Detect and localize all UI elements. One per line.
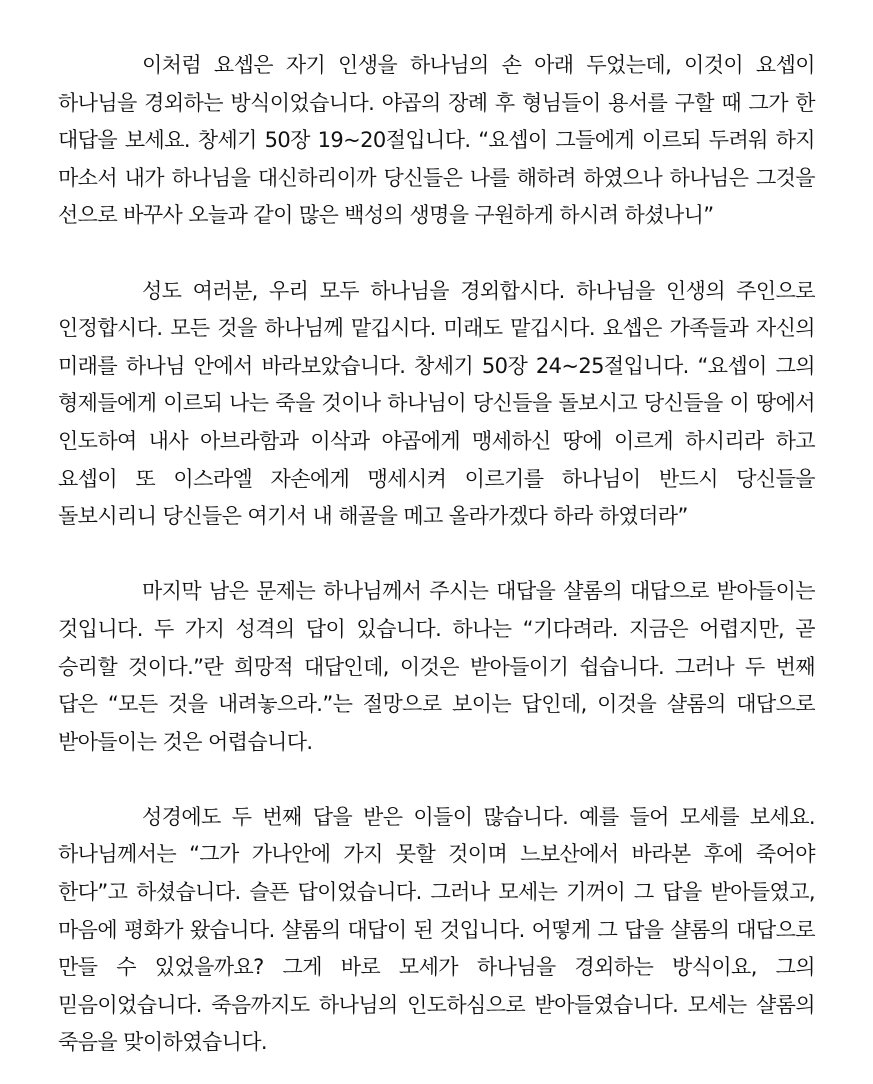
paragraph-1: 이처럼 요셉은 자기 인생을 하나님의 손 아래 두었는데, 이것이 요셉이 하나님을 경외하는 방식이었습니다. 야곱의 장례 후 형님들이 용서를 구할 때 그가 한 대답을 보세요. 창세기 50장 19~20절입니다. “요셉이 그들에게 이르되 두려워 하지 마소서 내가 하나님을 대신하리이까 당신들은 나를 해하려 하였으나 하나님은 그것을 선으로 바꾸사 오늘과 같이 많은 백성의 생명을 구원하게 하시려 하셨나니” [58, 53, 815, 228]
paragraph-2: 성도 여러분, 우리 모두 하나님을 경외합시다. 하나님을 인생의 주인으로 인정합시다. 모든 것을 하나님께 맡깁시다. 미래도 맡깁시다. 요셉은 가족들과 자신의 미래를 하나님 안에서 바라보았습니다. 창세기 50장 24~25절입니다. “요셉이 그의 형제들에게 이르되 나는 죽을 것이나 하나님이 당신들을 돌보시고 당신들을 이 땅에서 인도하여 내사 아브라함과 이삭과 야곱에게 맹세하신 땅에 이르게 하시리라 하고 요셉이 또 이스라엘 자손에게 맹세시켜 이르기를 하나님이 반드시 당신들을 돌보시리니 당신들은 여기서 내 해골을 메고 올라가겠다 하라 하였더라” [58, 278, 815, 529]
paragraph-3: 마지막 남은 문제는 하나님께서 주시는 대답을 샬롬의 대답으로 받아들이는 것입니다. 두 가지 성격의 답이 있습니다. 하나는 “기다려라. 지금은 어렵지만, 곧 승리할 것이다.”란 희망적 대답인데, 이것은 받아들이기 쉽습니다. 그러나 두 번째 답은 “모든 것을 내려놓으라.”는 절망으로 보이는 답인데, 이것을 샬롬의 대답으로 받아들이는 것은 어렵습니다. [58, 579, 815, 754]
paragraph-4: 성경에도 두 번째 답을 받은 이들이 많습니다. 예를 들어 모세를 보세요. 하나님께서는 “그가 가나안에 가지 못할 것이며 느보산에서 바라본 후에 죽어야 한다”고 하셨습니다. 슬픈 답이었습니다. 그러나 모세는 기꺼이 그 답을 받아들였고, 마음에 평화가 왔습니다. 샬롬의 대답이 된 것입니다. 어떻게 그 답을 샬롬의 대답으로 만들 수 있었을까요? 그게 바로 모세가 하나님을 경외하는 방식이요, 그의 믿음이었습니다. 죽음까지도 하나님의 인도하심으로 받아들였습니다. 모세는 샬롬의 죽음을 맞이하였습니다. [58, 804, 815, 1055]
